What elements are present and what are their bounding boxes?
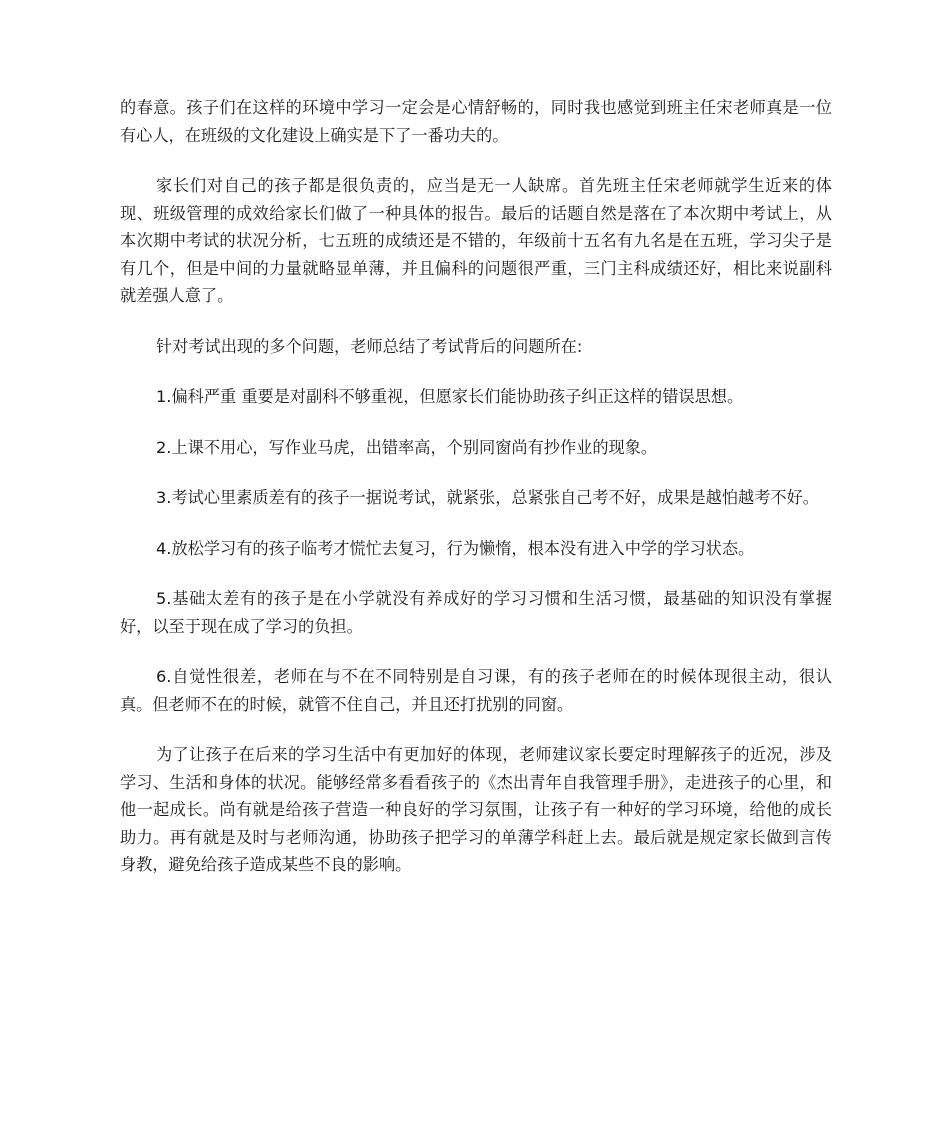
paragraph-recommendations: 为了让孩子在后来的学习生活中有更加好的体现，老师建议家长要定时理解孩子的近况，涉及学习、生活和身体的状况。能够经常多看看孩子的《杰出青年自我管理手册》，走进孩子的心里，和他一起成长。尚有就是给孩子营造一种良好的学习氛围，让孩子有一种好的学习环境，给他的成长助力。再有就是及时与老师沟通，协助孩子把学习的单薄学科赶上去。最后就是规定家长做到言传身教，避免给孩子造成某些不良的影响。 [120,745,832,874]
list-item-6: 6.自觉性很差，老师在与不在不同特别是自习课，有的孩子老师在的时候体现很主动，很认真。但老师不在的时候，就管不住自己，并且还打扰别的同窗。 [120,667,832,714]
document-page [120,94,832,902]
list-item-2: 2.上课不用心，写作业马虎，出错率高，个别同窗尚有抄作业的现象。 [156,437,658,457]
paragraph-parent-meeting: 家长们对自己的孩子都是很负责的，应当是无一人缺席。首先班主任宋老师就学生近来的体现、班级管理的成效给家长们做了一种具体的报告。最后的话题自然是落在了本次期中考试上，从本次期中考试的状况分析，七五班的成绩还是不错的，年级前十五名有九名是在五班，学习尖子是有几个，但是中间的力量就略显单薄，并且偏科的问题很严重，三门主科成绩还好，相比来说副科就差强人意了。 [120,176,832,305]
list-item-1: 1.偏科严重 重要是对副科不够重视，但愿家长们能协助孩子纠正这样的错误思想。 [156,387,744,406]
paragraph-problems-intro: 针对考试出现的多个问题，老师总结了考试背后的问题所在: [156,336,583,356]
list-item-5: 5.基础太差有的孩子是在小学就没有养成好的学习习惯和生活习惯，最基础的知识没有掌握好，以至于现在成了学习的负担。 [120,589,832,636]
paragraph-continuation: 的春意。孩子们在这样的环境中学习一定会是心情舒畅的，同时我也感觉到班主任宋老师真是一位有心人，在班级的文化建设上确实是下了一番功夫的。 [120,98,832,145]
list-item-4: 4.放松学习有的孩子临考才慌忙去复习，行为懒惰，根本没有进入中学的学习状态。 [156,538,755,558]
list-item-3: 3.考试心里素质差有的孩子一据说考试，就紧张，总紧张自己考不好，成果是越怕越考不好。 [156,488,819,507]
